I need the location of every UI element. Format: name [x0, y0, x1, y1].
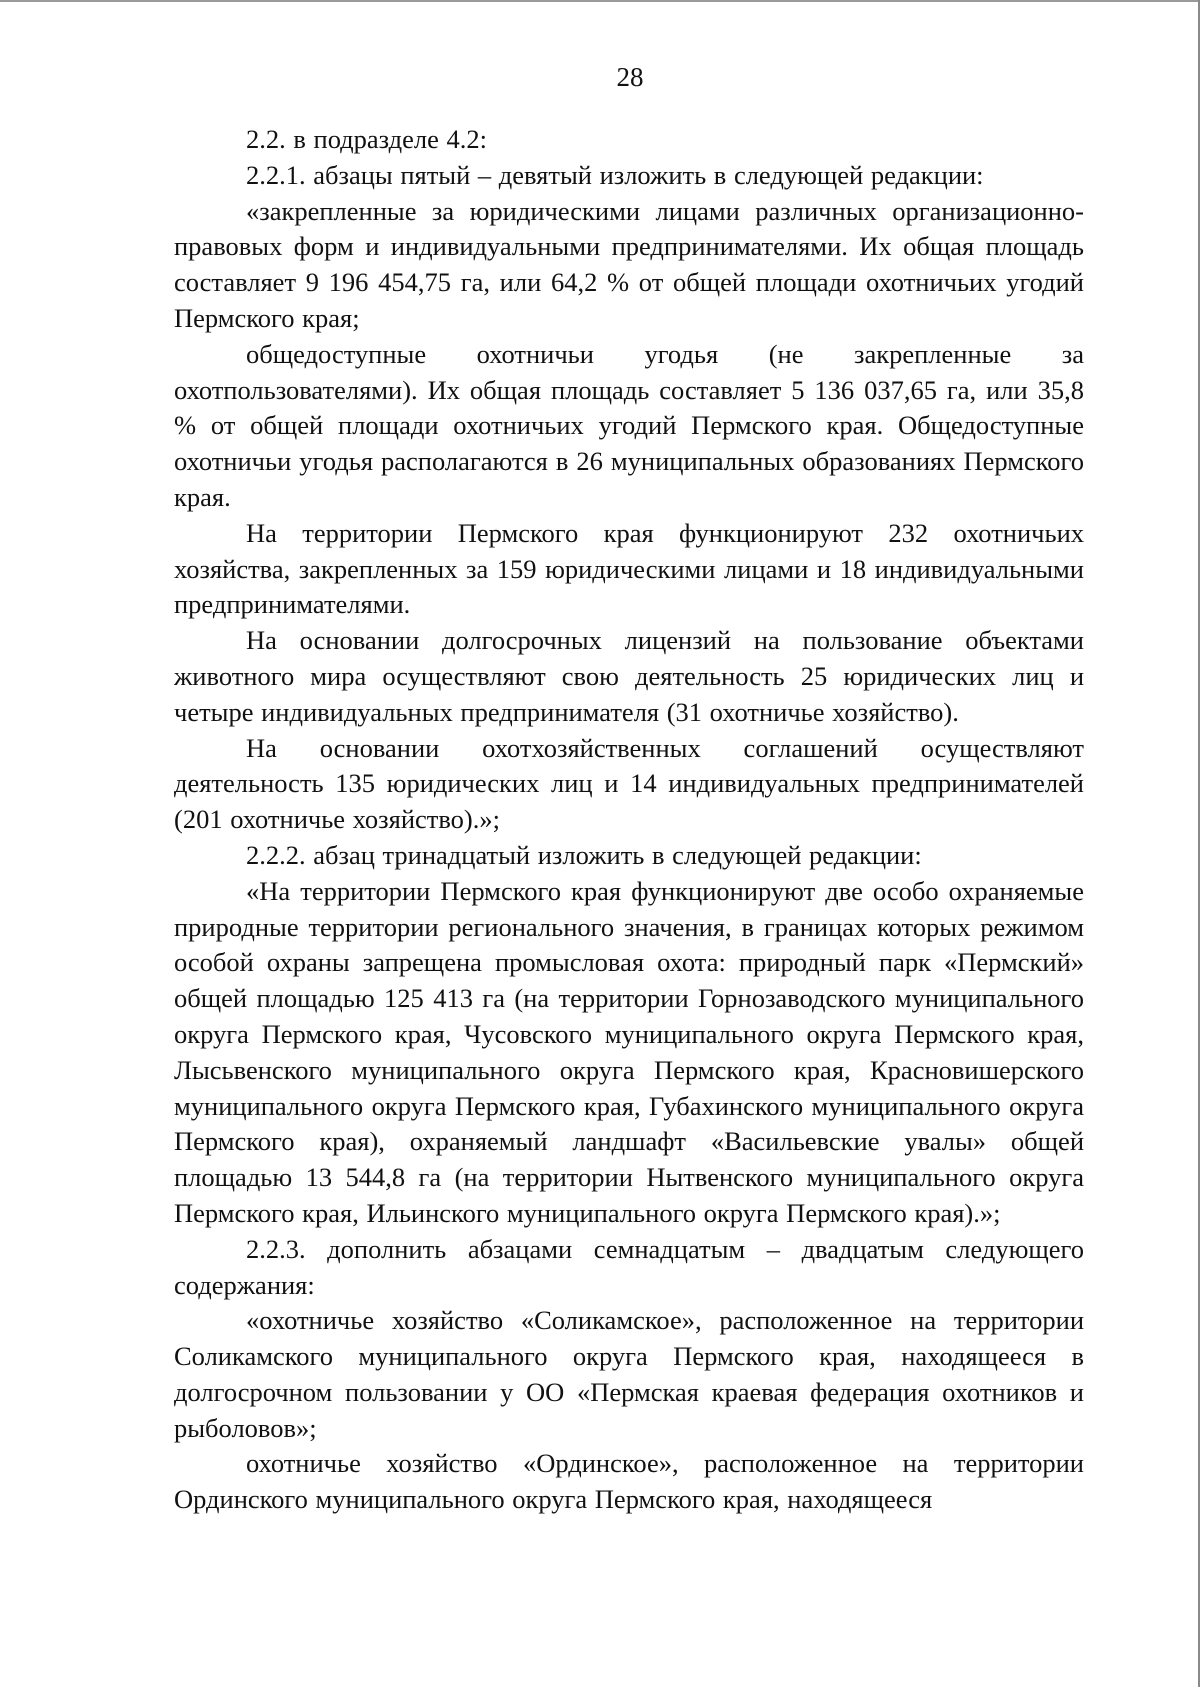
- document-body: [174, 122, 1084, 1518]
- page-number: 28: [616, 62, 644, 92]
- scan-edge-top: [0, 0, 1200, 2]
- paragraph-solikamskoe-farm: «охотничье хозяйство «Соликамское», расположенное на территории Соликамского муниципального округа Пермского края, находящееся в долгосрочном пользовании у ОО «Пермская краевая федерация охотников и рыболовов»;: [174, 1305, 1084, 1443]
- paragraph-subsection-2-2: 2.2. в подразделе 4.2:: [246, 124, 488, 154]
- paragraph-item-2-2-2: 2.2.2. абзац тринадцатый изложить в следующей редакции:: [246, 839, 922, 870]
- paragraph-long-term-licenses: На основании долгосрочных лицензий на пользование объектами животного мира осуществляют свою деятельность 25 юридических лиц и четыре индивидуальных предпринимателя (31 охотничье хозяйство).: [174, 625, 1084, 727]
- paragraph-item-2-2-3: 2.2.3. дополнить абзацами семнадцатым – двадцатым следующего содержания:: [174, 1233, 1084, 1300]
- paragraph-item-2-2-1: 2.2.1. абзацы пятый – девятый изложить в следующей редакции:: [246, 159, 984, 190]
- paragraph-ordinskoe-farm: охотничье хозяйство «Ординское», расположенное на территории Ординского муниципального округа Пермского края, находящееся: [174, 1448, 1084, 1515]
- paragraph-protected-areas: «На территории Пермского края функционируют две особо охраняемые природные территории регионального значения, в границах которых режимом особой охраны запрещена промысловая охота: природный парк «Пермский» общей площадью 125 413 га (на территории Горнозаводского муниципального округа Пермского края, Чусовского муниципального округа Пермского края, Лысьвенского муниципального округа Пермского края, Красновишерского муниципального округа Пермского края, Губахинского муниципального округа Пермского края), охраняемый ландшафт «Васильевские увалы» общей площадью 13 544,8 га (на территории Нытвенского муниципального округа Пермского края, Ильинского муниципального округа Пермского края).»;: [174, 875, 1084, 1228]
- paragraph-hunting-agreements: На основании охотхозяйственных соглашений осуществляют деятельность 135 юридических лиц и 14 индивидуальных предпринимателей (201 охотничье хозяйство).»;: [174, 732, 1084, 835]
- paragraph-assigned-lands: «закрепленные за юридическими лицами различных организационно-правовых форм и индивидуальными предпринимателями. Их общая площадь составляет 9 196 454,75 га, или 64,2 % от общей площади охотничьих угодий Пермского края;: [174, 195, 1084, 333]
- paragraph-public-lands: общедоступные охотничьи угодья (не закрепленные за охотпользователями). Их общая площадь составляет 5 136 037,65 га, или 35,8 % от общей площади охотничьих угодий Пермского края. Общедоступные охотничьи угодья располагаются в 26 муниципальных образованиях Пермского края.: [174, 338, 1084, 512]
- paragraph-hunting-farms-count: На территории Пермского края функционируют 232 охотничьих хозяйства, закрепленных за 159 юридическими лицами и 18 индивидуальными предпринимателями.: [174, 517, 1084, 620]
